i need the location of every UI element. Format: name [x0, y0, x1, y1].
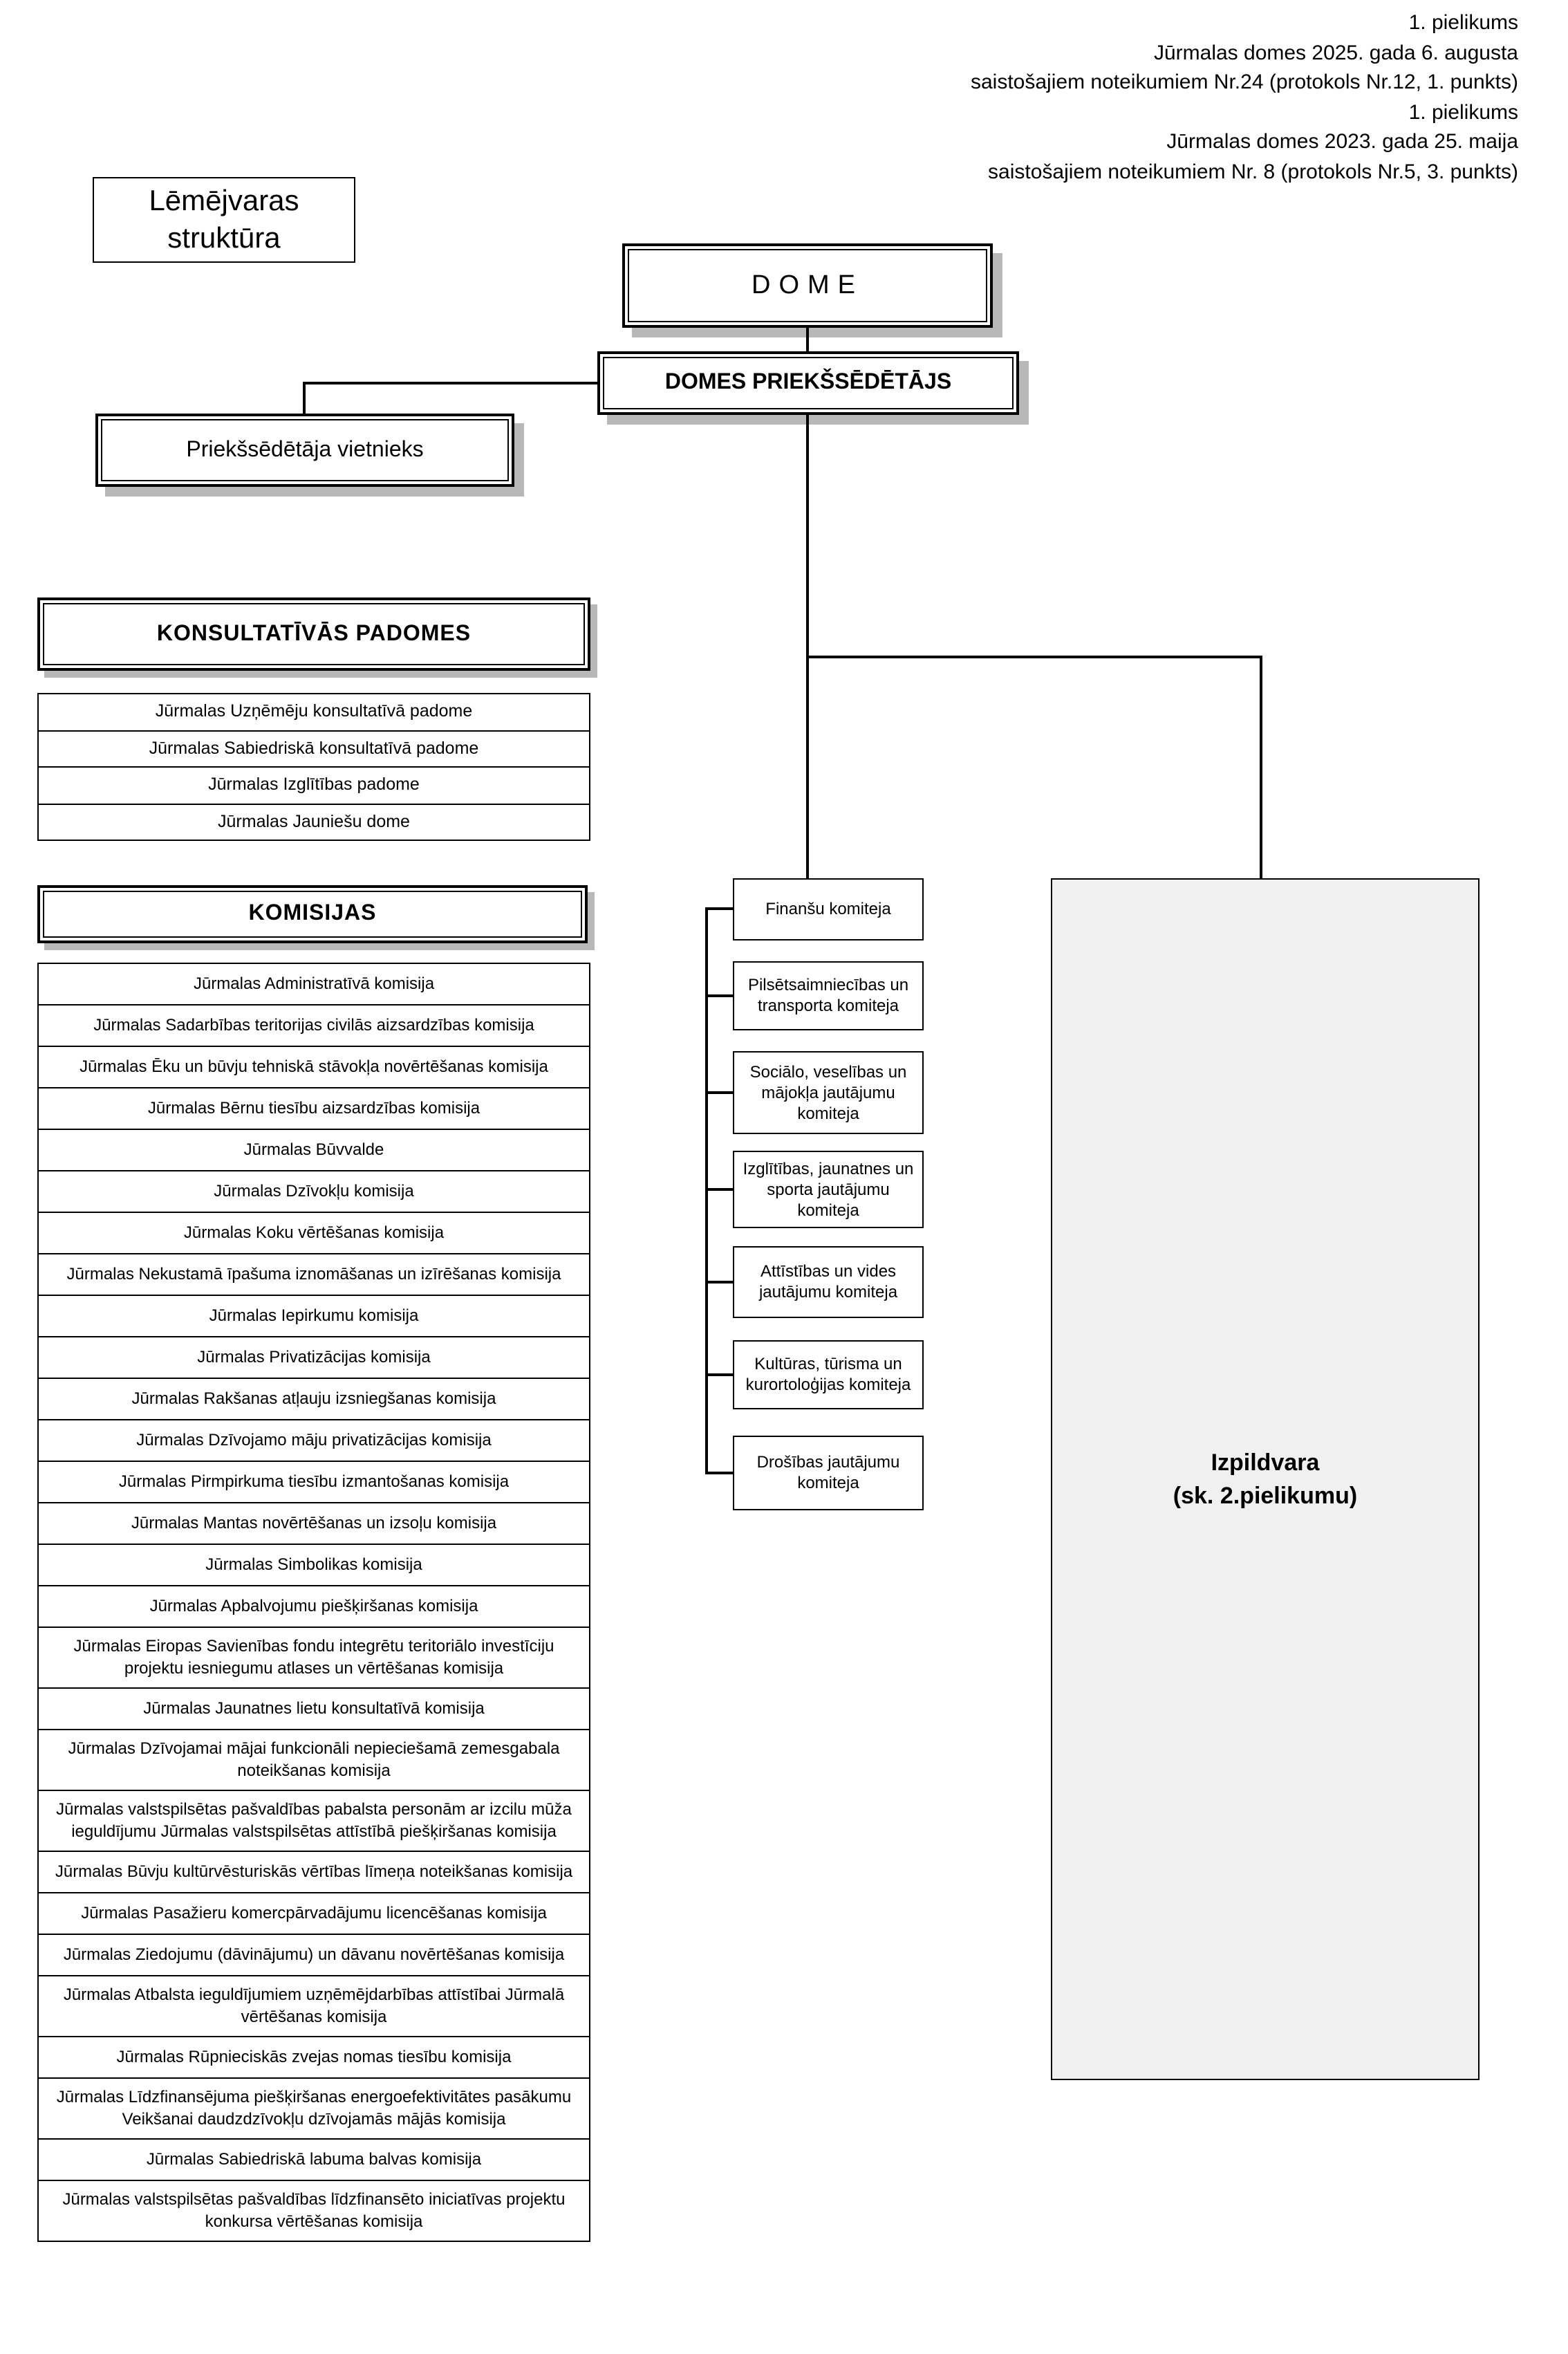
- commission-item: Jūrmalas Līdzfinansējuma piešķiršanas energoefektivitātes pasākumu Veikšanai daudzdzīvokļu dzīvojamās mājās komisija: [37, 2077, 590, 2140]
- connector-committee-stub-2: [705, 1091, 733, 1094]
- commission-item: Jūrmalas Koku vērtēšanas komisija: [37, 1212, 590, 1254]
- committee-box-pilsetsaimniecibas: Pilsētsaimniecības un transporta komiteja: [733, 961, 924, 1030]
- executive-box: [1051, 878, 1480, 2080]
- commission-item: Jūrmalas Dzīvojamo māju privatizācijas komisija: [37, 1419, 590, 1462]
- connector-committee-stub-3: [705, 1188, 733, 1191]
- annex-notes: [971, 8, 1518, 187]
- annex-note-line: 1. pielikums: [1408, 11, 1518, 35]
- advisory-board-item: Jūrmalas Jauniešu dome: [37, 803, 590, 841]
- committee-box-kulturas: Kultūras, tūrisma un kurortoloģijas komiteja: [733, 1340, 924, 1409]
- commission-item: Jūrmalas Sabiedriskā labuma balvas komisija: [37, 2138, 590, 2181]
- dome-box: [622, 243, 993, 328]
- commission-item: Jūrmalas Iepirkumu komisija: [37, 1295, 590, 1337]
- advisory-boards-list: [37, 693, 590, 841]
- connector-trunk-executive-horizontal: [806, 656, 1262, 658]
- commission-item: Jūrmalas Būvju kultūrvēsturiskās vērtības līmeņa noteikšanas komisija: [37, 1851, 590, 1893]
- connector-chairman-vice-vertical: [303, 382, 306, 415]
- committee-box-socialo: Sociālo, veselības un mājokļa jautājumu komiteja: [733, 1051, 924, 1134]
- commissions-heading: KOMISIJAS: [43, 891, 582, 938]
- connector-committee-stub-0: [705, 907, 733, 910]
- connector-dome-chairman: [806, 326, 809, 353]
- commission-item: Jūrmalas Ziedojumu (dāvinājumu) un dāvanu novērtēšanas komisija: [37, 1934, 590, 1976]
- executive-label-line2: (sk. 2.pielikumu): [1173, 1482, 1358, 1508]
- committee-box-drosibas: Drošības jautājumu komiteja: [733, 1436, 924, 1510]
- commission-item: Jūrmalas Rakšanas atļauju izsniegšanas komisija: [37, 1378, 590, 1420]
- commission-item: Jūrmalas Pasažieru komercpārvadājumu licencēšanas komisija: [37, 1892, 590, 1935]
- connector-committee-stub-4: [705, 1281, 733, 1283]
- annex-note-line: Jūrmalas domes 2025. gada 6. augusta: [1153, 41, 1518, 64]
- commission-item: Jūrmalas Jaunatnes lietu konsultatīvā komisija: [37, 1687, 590, 1730]
- commission-item: Jūrmalas Dzīvokļu komisija: [37, 1170, 590, 1213]
- commission-item: Jūrmalas Mantas novērtēšanas un izsoļu komisija: [37, 1502, 590, 1545]
- commission-item: Jūrmalas Administratīvā komisija: [37, 963, 590, 1005]
- connector-chairman-vice-horizontal: [303, 382, 599, 384]
- commission-item: Jūrmalas Sadarbības teritorijas civilās aizsardzības komisija: [37, 1004, 590, 1047]
- commission-item: Jūrmalas Pirmpirkuma tiesību izmantošanas komisija: [37, 1461, 590, 1503]
- chairman-box: [597, 351, 1019, 415]
- commission-item: Jūrmalas Ēku un būvju tehniskā stāvokļa novērtēšanas komisija: [37, 1046, 590, 1088]
- commission-item: Jūrmalas Rūpnieciskās zvejas nomas tiesību komisija: [37, 2036, 590, 2079]
- committee-box-finansu: Finanšu komiteja: [733, 878, 924, 940]
- committee-box-attistibas: Attīstības un vides jautājumu komiteja: [733, 1246, 924, 1318]
- chart-title: Lēmējvaras struktūra: [93, 177, 355, 263]
- annex-note-line: Jūrmalas domes 2023. gada 25. maija: [1166, 130, 1518, 154]
- vice-chairman-box: [95, 414, 514, 487]
- commissions-heading-box: [37, 885, 588, 943]
- commission-item: Jūrmalas Būvvalde: [37, 1129, 590, 1171]
- commission-item: Jūrmalas valstspilsētas pašvaldības līdzfinansēto iniciatīvas projektu konkursa vērtēšanas komisija: [37, 2180, 590, 2242]
- commission-item: Jūrmalas valstspilsētas pašvaldības pabalsta personām ar izcilu mūža ieguldījumu Jūrmalas valstspilsētas attīstībā piešķiršanas komisija: [37, 1790, 590, 1852]
- connector-committee-spine: [705, 907, 708, 1474]
- advisory-board-item: Jūrmalas Sabiedriskā konsultatīvā padome: [37, 730, 590, 768]
- connector-committee-stub-6: [705, 1472, 733, 1474]
- chairman-label: DOMES PRIEKŠSĒDĒTĀJS: [603, 357, 1014, 409]
- commission-item: Jūrmalas Simbolikas komisija: [37, 1544, 590, 1586]
- advisory-board-item: Jūrmalas Izglītības padome: [37, 766, 590, 804]
- commission-item: Jūrmalas Atbalsta ieguldījumiem uzņēmējdarbības attīstībai Jūrmalā vērtēšanas komisija: [37, 1975, 590, 2037]
- commissions-list: [37, 963, 590, 2242]
- commission-item: Jūrmalas Eiropas Savienības fondu integrētu teritoriālo investīciju projektu iesniegumu atlases un vērtēšanas komisija: [37, 1627, 590, 1689]
- dome-label: DOME: [628, 249, 987, 322]
- executive-label-line1: Izpildvara: [1211, 1449, 1320, 1475]
- commission-item: Jūrmalas Privatizācijas komisija: [37, 1336, 590, 1379]
- connector-chairman-trunk: [806, 414, 809, 878]
- advisory-boards-heading: KONSULTATĪVĀS PADOMES: [43, 603, 585, 665]
- connector-executive-drop: [1260, 656, 1262, 878]
- annex-note-line: 1. pielikums: [1408, 100, 1518, 124]
- annex-note-line: saistošajiem noteikumiem Nr. 8 (protokols Nr.5, 3. punkts): [988, 160, 1518, 183]
- connector-committee-stub-5: [705, 1373, 733, 1376]
- advisory-boards-heading-box: [37, 597, 590, 671]
- annex-note-line: saistošajiem noteikumiem Nr.24 (protokols Nr.12, 1. punkts): [971, 71, 1518, 94]
- advisory-board-item: Jūrmalas Uzņēmēju konsultatīvā padome: [37, 693, 590, 731]
- vice-chairman-label: Priekšsēdētāja vietnieks: [101, 419, 509, 481]
- commission-item: Jūrmalas Bērnu tiesību aizsardzības komisija: [37, 1087, 590, 1130]
- commission-item: Jūrmalas Nekustamā īpašuma iznomāšanas un izīrēšanas komisija: [37, 1253, 590, 1296]
- commission-item: Jūrmalas Apbalvojumu piešķiršanas komisija: [37, 1585, 590, 1628]
- connector-committee-stub-1: [705, 994, 733, 997]
- commission-item: Jūrmalas Dzīvojamai mājai funkcionāli nepieciešamā zemesgabala noteikšanas komisija: [37, 1729, 590, 1791]
- committee-box-izglitibas: Izglītības, jaunatnes un sporta jautājumu komiteja: [733, 1151, 924, 1228]
